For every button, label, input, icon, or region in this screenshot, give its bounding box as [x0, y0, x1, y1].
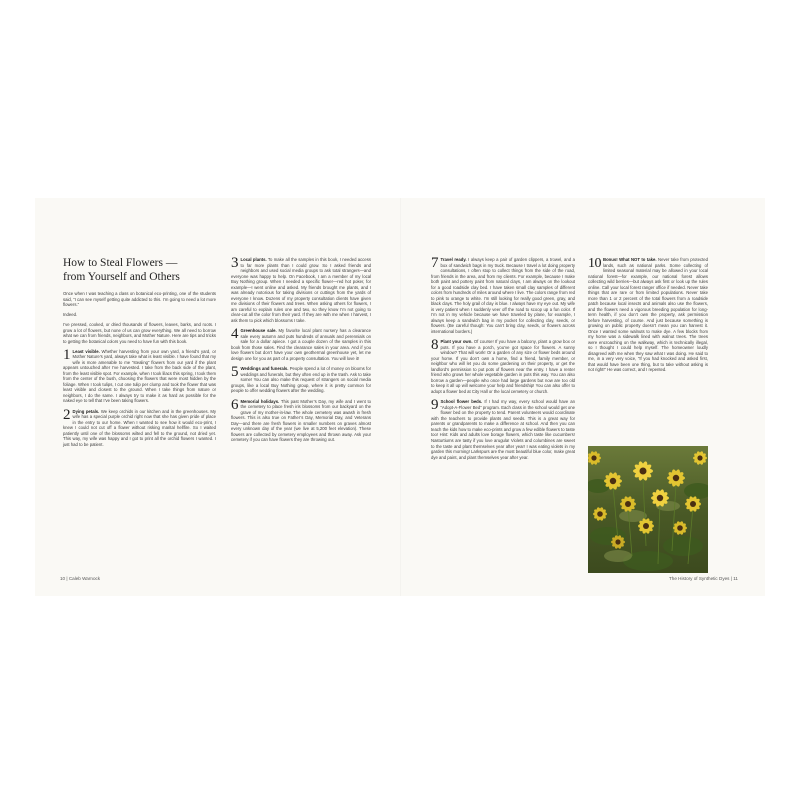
tip-text: If I had my way, every school would have an “Adopt-A-Flower Bed” program. Each class in the school would get one flower bed on the property to tend. Parent volunteers would coordinate with the teachers to provide plants and seeds. This is a great way for parents or grandparents to make a difference at school. And then you can teach the kids how to make eco-prints and grow a few edible flowers to taste too! Hint: Kids and adults love borage flowers, which taste like cucumbers! Nasturtiums are tasty if you love arugula! Violets and columbines are sweet to the taste and plant themselves year after year! I was eating violets in my garden this morning! Larkspurs are the most beautiful blue color, make great dye and paint, and plant themselves year after year.: [431, 399, 575, 460]
right-page-column-2: [588, 257, 708, 378]
tip-text: I always keep a pair of garden clippers, a trowel, and a box of sandwich bags in my truck. Because I travel a lot doing property consultations, I often stop to collect things from the side of the road, from friends in the area, and from my clients. For example, because I make both paint and pottery paint from natural clays, I am always on the lookout for a good roadside clay bed. I have taken small clay samples of different colors from hundreds of miles around where I live. The colors range from red to pink to orange to white. I’m still looking for really good green, gray, and black clays. The holy grail of clay is blue. I always have my eye out. My wife is very patient when I suddenly veer off the road to scoop up a fun color. If I’m not in my vehicle because we have traveled by plane, for example, I always keep a sandwich bag in my pocket for collecting clay, seeds, or flowers. (Be careful though: You can’t bring clay, seeds, or flowers across international borders.): [431, 257, 576, 334]
tip-number: 10: [588, 256, 601, 271]
tip-text: To make all the samples in this book, I needed access to far more plants than I could grow. So I asked friends and neighbors and used social media groups to ask total strangers—and everyone was happy to help. On Facebook, I am a member of my local Buy Nothing group. When I needed a specific flower—red hot poker, for example—I went online and asked. My friends brought me plants, and I was already notorious for taking divisions or cuttings from the yards of everyone I know. Dozens of my property consultation clients have given me divisions of their flowers and trees. When asking others for flowers, I am careful to explain rules one and two, so they know I’m not going to clear-cut all the color from their yard. If they are with me when I harvest, I ask them to pick which blossoms I take.: [231, 257, 372, 323]
tip-item: [431, 339, 575, 394]
tip-number: 6: [231, 396, 239, 413]
tip-number: 3: [231, 255, 239, 271]
title-line-2: from Yourself and Others: [63, 270, 180, 283]
tip-item: [63, 406, 216, 448]
left-page-folio: 10 | Caleb Warnock: [60, 576, 101, 581]
tip-number: 7: [431, 255, 439, 271]
intro-paragraph: I’ve pressed, cooked, or dried thousands of flowers, leaves, barks, and roots. I grow a lot of flowers, but none of us can grow everything. We all need to borrow what we can from friends, neighbors, and Mother Nature. Here are tips and tricks to getting the botanical colors you need to have fun with this book.: [63, 322, 216, 344]
flower-photo-image: [588, 446, 708, 573]
tip-number: 4: [231, 326, 239, 343]
right-page-folio: The History of Synthetic Dyes | 11: [668, 576, 738, 581]
intro-paragraph: Indeed.: [63, 312, 78, 318]
tip-text: People spend a lot of money on blooms for weddings and funerals, but they often end up in the trash. Ask to take some! You can also make this request of strangers on social media groups, like a local Buy Nothing group, where it is pretty common for people to offer wedding flowers after the wedding.: [231, 366, 372, 394]
tip-text: Never take from protected lands, such as national parks. Some collecting of limited seasonal material may be allowed in your local national forest—for example, our national forest allows collecting wild berries—but always ask first or look up the rules online. Call your local forest ranger office if needed. Never take things that are rare or from limited populations. Never take more than 1 or 2 percent of the total flowers from a roadside patch because local insects and animals also use the flowers, and the flowers need a vigorous breeding population for long-term health, if you don’t own the property, ask permission before harvesting, of course. And just because something is growing on public property doesn’t mean you can harvest it. Once I wanted some walnuts to make dye. A few blocks from my home was a sidewalk lined with walnut trees. The trees were encroaching on the walkway, which is technically illegal, so I thought I could help myself. The homeowner loudly disagreed with me when they saw what I was doing. He said to me, in a very very voice, “If you had knocked and asked first, that would have been one thing, but to take without asking is not right!” He was correct, and I repented.: [588, 257, 708, 373]
tip-heading: Bonus! What NOT to take.: [603, 257, 657, 262]
title-line-1: How to Steal Flowers —: [63, 257, 178, 269]
tip-number: 8: [431, 337, 439, 354]
article-title: [63, 257, 216, 284]
page-gutter: [400, 198, 401, 596]
tip-item: [231, 366, 371, 394]
tip-heading: Weddings and funerals.: [240, 366, 289, 372]
tip-number: 1: [63, 346, 71, 363]
tip-item: [431, 257, 575, 334]
left-page-column-1: [63, 257, 216, 453]
tip-heading: Local plants.: [240, 257, 267, 262]
tip-item: [231, 257, 371, 323]
tip-heading: Plant your own.: [440, 339, 473, 345]
tip-number: 5: [231, 364, 239, 381]
right-page-column-1: [431, 257, 575, 465]
tip-item: [431, 399, 575, 460]
tip-item: [588, 257, 708, 373]
tip-text: We keep orchids in our kitchen and in the greenhouses. My wife has a special purple orchid right now that she has given pride of place in the entry to our home. When I wanted to see how it would eco-print, I knew I could not cut off a flower without risking marital hellfire. So I waited patiently until one of the blossoms wilted and fell to the ground, not dried yet. This way, my wife was happy and I got to print all the orchid flowers I wanted. I just had to be patient.: [63, 408, 216, 447]
tip-heading: Dying petals.: [72, 408, 100, 414]
tip-heading: Least visible.: [72, 348, 100, 354]
tip-item: [63, 346, 216, 404]
tip-text: Of course! If you have a balcony, plant a grow box or pots. If you have a porch, you’ve got space for flowers. A sunny window? That will work! Or a garden of any size or flower beds around your home. If you don’t own a home, find a friend, family member, or neighbor who will let you do some gardening on their property, or get the landlord’s permission to put pots of flowers near the entry. I have a renter friend who grows her whole vegetable garden in pots this way. You can also borrow a garden—people who once had large gardens but now are too old to keep it all up will welcome your help and friendship! You can also offer to adopt a flower bed at City Hall or the local cemetery or church.: [431, 339, 576, 394]
tip-number: 2: [63, 406, 71, 423]
tip-text: My favorite local plant nursery has a clearance sale every autumn and puts hundreds of annuals and perennials on sale for a dollar apiece. I got a couple dozen of the samples in this book from those sales. Find the clearance sales in your area. And if you love flowers but don’t have your own geothermal greenhouse yet, let me design one for you as part of a property consultation. You will love it!: [231, 328, 371, 361]
tip-item: [231, 396, 371, 443]
tip-heading: Greenhouse sale.: [240, 328, 277, 334]
tip-heading: School flower beds.: [440, 399, 483, 405]
tip-heading: Travel ready.: [440, 257, 467, 262]
tip-heading: Memorial holidays.: [240, 398, 280, 404]
tip-text: This past Mother’s Day, my wife and I went to the cemetery to place fresh iris blossoms from our backyard on the grave of my mother-in-law. The whole cemetery was awash in fresh flowers. This is also true on Father’s Day, Memorial Day, and Veterans Day—and there are fresh flowers in smaller numbers on graves almost every unknown day of the year (we live at 5,200 feet elevation). These flowers are collected by cemetery employees and thrown away. Ask your cemetery if you can have flowers they are throwing out.: [231, 398, 371, 443]
left-page-column-2: [231, 257, 371, 448]
tip-number: 9: [431, 397, 439, 414]
tip-text: Whether harvesting from your own yard, a friend’s yard, or Mother Nature’s yard, always take what is least visible. I have found that my wife is more amenable to me “stealing” flowers from our yard if the plant appears untouched after I’ve harvested. I take from the back side of the plant, from the least visible spot. For example, when I took lilacs this spring, I took them from the center of the bush, choosing the flowers that were most hidden by the foliage. When I took tulips, I cut one tulip per clump and took the flower that was least visible and closest to the ground. When I take things from nature or neighbors, I do the same. I always try to make it as hard as possible for the naked eye to tell that I’ve been taking flowers.: [63, 348, 216, 404]
intro-paragraph: Once when I was teaching a class on botanical eco-printing, one of the students said, “I can see myself getting quite addicted to this. I’m going to need a lot more flowers.”: [63, 291, 216, 308]
tip-item: [231, 328, 371, 361]
flower-photo: [588, 446, 708, 573]
